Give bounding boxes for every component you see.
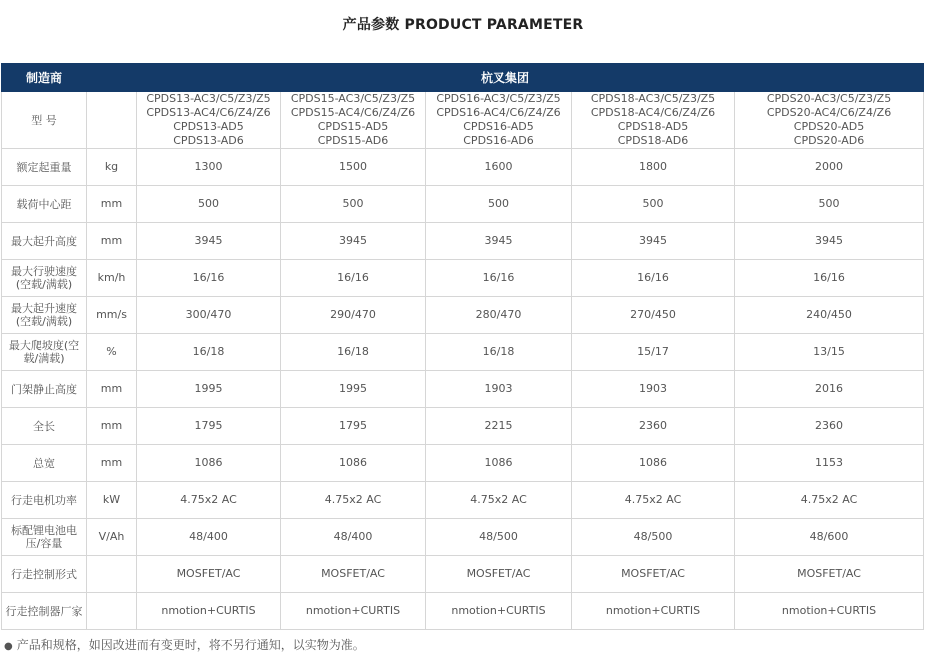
param-value: 48/400 bbox=[137, 519, 281, 556]
table-row bbox=[2, 519, 924, 556]
param-value: 4.75x2 AC bbox=[735, 482, 924, 519]
param-name: 最大爬坡度(空载/满载) bbox=[2, 334, 87, 371]
param-name: 载荷中心距 bbox=[2, 186, 87, 223]
param-value: 4.75x2 AC bbox=[137, 482, 281, 519]
model-cell bbox=[281, 92, 426, 149]
param-value: 270/450 bbox=[572, 297, 735, 334]
param-value: 3945 bbox=[735, 223, 924, 260]
model-line: CPDS20-AC3/C5/Z3/Z5 bbox=[766, 92, 892, 105]
param-name: 最大行驶速度(空载/满载) bbox=[2, 260, 87, 297]
model-row bbox=[2, 92, 924, 149]
bullet-icon: ● bbox=[4, 641, 13, 652]
param-value: MOSFET/AC bbox=[735, 556, 924, 593]
model-line: CPDS20-AD5 bbox=[793, 120, 865, 133]
param-value: 1800 bbox=[572, 149, 735, 186]
param-value: 16/16 bbox=[137, 260, 281, 297]
param-value: 48/500 bbox=[426, 519, 572, 556]
table-row bbox=[2, 334, 924, 371]
model-cell bbox=[137, 92, 281, 149]
table-row bbox=[2, 223, 924, 260]
table-row bbox=[2, 186, 924, 223]
param-value: 4.75x2 AC bbox=[572, 482, 735, 519]
param-name: 行走电机功率 bbox=[2, 482, 87, 519]
param-unit bbox=[87, 593, 137, 630]
param-name: 门架静止高度 bbox=[2, 371, 87, 408]
param-value: 16/16 bbox=[281, 260, 426, 297]
param-value: 1086 bbox=[572, 445, 735, 482]
param-value: nmotion+CURTIS bbox=[137, 593, 281, 630]
table-row bbox=[2, 445, 924, 482]
model-line: CPDS15-AD5 bbox=[317, 120, 389, 133]
model-line: CPDS15-AC3/C5/Z3/Z5 bbox=[290, 92, 416, 105]
param-value: 500 bbox=[735, 186, 924, 223]
param-unit: kW bbox=[87, 482, 137, 519]
param-value: nmotion+CURTIS bbox=[281, 593, 426, 630]
param-value: 1300 bbox=[137, 149, 281, 186]
table-row bbox=[2, 260, 924, 297]
footnote-text: 产品和规格，如因改进而有变更时，将不另行通知，以实物为准。 bbox=[16, 638, 365, 652]
table-row bbox=[2, 482, 924, 519]
param-value: 16/16 bbox=[426, 260, 572, 297]
param-value: MOSFET/AC bbox=[281, 556, 426, 593]
param-unit bbox=[87, 556, 137, 593]
param-unit: mm bbox=[87, 445, 137, 482]
model-unit bbox=[87, 92, 137, 149]
param-value: 3945 bbox=[426, 223, 572, 260]
param-value: 2360 bbox=[735, 408, 924, 445]
table-row bbox=[2, 297, 924, 334]
model-cell bbox=[426, 92, 572, 149]
model-line: CPDS16-AD5 bbox=[463, 120, 534, 133]
model-line: CPDS20-AD6 bbox=[793, 134, 865, 147]
param-value: 48/500 bbox=[572, 519, 735, 556]
table-row bbox=[2, 593, 924, 630]
table-row bbox=[2, 408, 924, 445]
param-value: 1903 bbox=[426, 371, 572, 408]
param-unit: mm bbox=[87, 371, 137, 408]
model-line: CPDS13-AD5 bbox=[173, 120, 244, 133]
model-line: CPDS13-AC3/C5/Z3/Z5 bbox=[146, 92, 271, 105]
param-value: 500 bbox=[572, 186, 735, 223]
param-value: 1153 bbox=[735, 445, 924, 482]
param-unit: kg bbox=[87, 149, 137, 186]
param-value: 500 bbox=[426, 186, 572, 223]
param-value: 15/17 bbox=[572, 334, 735, 371]
param-value: 500 bbox=[137, 186, 281, 223]
param-value: 3945 bbox=[572, 223, 735, 260]
param-value: 4.75x2 AC bbox=[426, 482, 572, 519]
model-line: CPDS15-AC4/C6/Z4/Z6 bbox=[290, 106, 416, 119]
param-name: 额定起重量 bbox=[2, 149, 87, 186]
param-value: MOSFET/AC bbox=[572, 556, 735, 593]
param-value: 1903 bbox=[572, 371, 735, 408]
param-name: 行走控制器厂家 bbox=[2, 593, 87, 630]
param-value: 1500 bbox=[281, 149, 426, 186]
table-row bbox=[2, 556, 924, 593]
maker-value: 杭叉集团 bbox=[87, 64, 924, 92]
param-unit: mm/s bbox=[87, 297, 137, 334]
param-value: 300/470 bbox=[137, 297, 281, 334]
footnote bbox=[4, 636, 365, 653]
param-value: 16/16 bbox=[572, 260, 735, 297]
model-line: CPDS20-AC4/C6/Z4/Z6 bbox=[766, 106, 892, 119]
param-name: 最大起升速度(空载/满载) bbox=[2, 297, 87, 334]
param-value: nmotion+CURTIS bbox=[735, 593, 924, 630]
param-value: 280/470 bbox=[426, 297, 572, 334]
param-value: 1995 bbox=[281, 371, 426, 408]
param-name: 标配锂电池电压/容量 bbox=[2, 519, 87, 556]
param-name: 总宽 bbox=[2, 445, 87, 482]
param-value: 240/450 bbox=[735, 297, 924, 334]
model-line: CPDS16-AC3/C5/Z3/Z5 bbox=[436, 92, 561, 105]
param-value: 2360 bbox=[572, 408, 735, 445]
param-unit: V/Ah bbox=[87, 519, 137, 556]
param-value: 2000 bbox=[735, 149, 924, 186]
table-header-row bbox=[2, 64, 924, 92]
param-value: 48/400 bbox=[281, 519, 426, 556]
param-value: MOSFET/AC bbox=[426, 556, 572, 593]
model-cell bbox=[735, 92, 924, 149]
param-unit: mm bbox=[87, 408, 137, 445]
param-name: 最大起升高度 bbox=[2, 223, 87, 260]
maker-label: 制造商 bbox=[2, 64, 87, 92]
param-value: 48/600 bbox=[735, 519, 924, 556]
param-value: 3945 bbox=[137, 223, 281, 260]
page-title: 产品参数 PRODUCT PARAMETER bbox=[342, 17, 584, 33]
model-line: CPDS18-AD6 bbox=[617, 134, 689, 147]
model-line: CPDS16-AD6 bbox=[463, 134, 534, 147]
model-line: CPDS18-AD5 bbox=[617, 120, 689, 133]
param-name: 行走控制形式 bbox=[2, 556, 87, 593]
param-value: 1795 bbox=[137, 408, 281, 445]
param-value: 290/470 bbox=[281, 297, 426, 334]
model-line: CPDS16-AC4/C6/Z4/Z6 bbox=[436, 106, 561, 119]
param-unit: mm bbox=[87, 186, 137, 223]
param-value: 16/18 bbox=[281, 334, 426, 371]
model-line: CPDS15-AD6 bbox=[317, 134, 389, 147]
param-value: 1086 bbox=[137, 445, 281, 482]
param-value: 1086 bbox=[426, 445, 572, 482]
param-value: 500 bbox=[281, 186, 426, 223]
param-value: 1086 bbox=[281, 445, 426, 482]
param-unit: km/h bbox=[87, 260, 137, 297]
param-value: nmotion+CURTIS bbox=[426, 593, 572, 630]
param-value: 13/15 bbox=[735, 334, 924, 371]
param-value: MOSFET/AC bbox=[137, 556, 281, 593]
param-value: 2016 bbox=[735, 371, 924, 408]
model-label: 型 号 bbox=[2, 92, 87, 149]
param-value: 16/18 bbox=[426, 334, 572, 371]
param-value: 3945 bbox=[281, 223, 426, 260]
model-line: CPDS13-AC4/C6/Z4/Z6 bbox=[146, 106, 271, 119]
param-value: 1995 bbox=[137, 371, 281, 408]
model-cell bbox=[572, 92, 735, 149]
param-unit: mm bbox=[87, 223, 137, 260]
param-value: 1795 bbox=[281, 408, 426, 445]
param-unit: % bbox=[87, 334, 137, 371]
param-value: 16/18 bbox=[137, 334, 281, 371]
param-name: 全长 bbox=[2, 408, 87, 445]
model-line: CPDS18-AC4/C6/Z4/Z6 bbox=[590, 106, 716, 119]
param-value: 16/16 bbox=[735, 260, 924, 297]
product-parameter-table bbox=[1, 63, 924, 630]
model-line: CPDS18-AC3/C5/Z3/Z5 bbox=[590, 92, 716, 105]
param-value: nmotion+CURTIS bbox=[572, 593, 735, 630]
table-row bbox=[2, 149, 924, 186]
param-value: 1600 bbox=[426, 149, 572, 186]
param-value: 2215 bbox=[426, 408, 572, 445]
model-line: CPDS13-AD6 bbox=[173, 134, 244, 147]
param-value: 4.75x2 AC bbox=[281, 482, 426, 519]
table-row bbox=[2, 371, 924, 408]
